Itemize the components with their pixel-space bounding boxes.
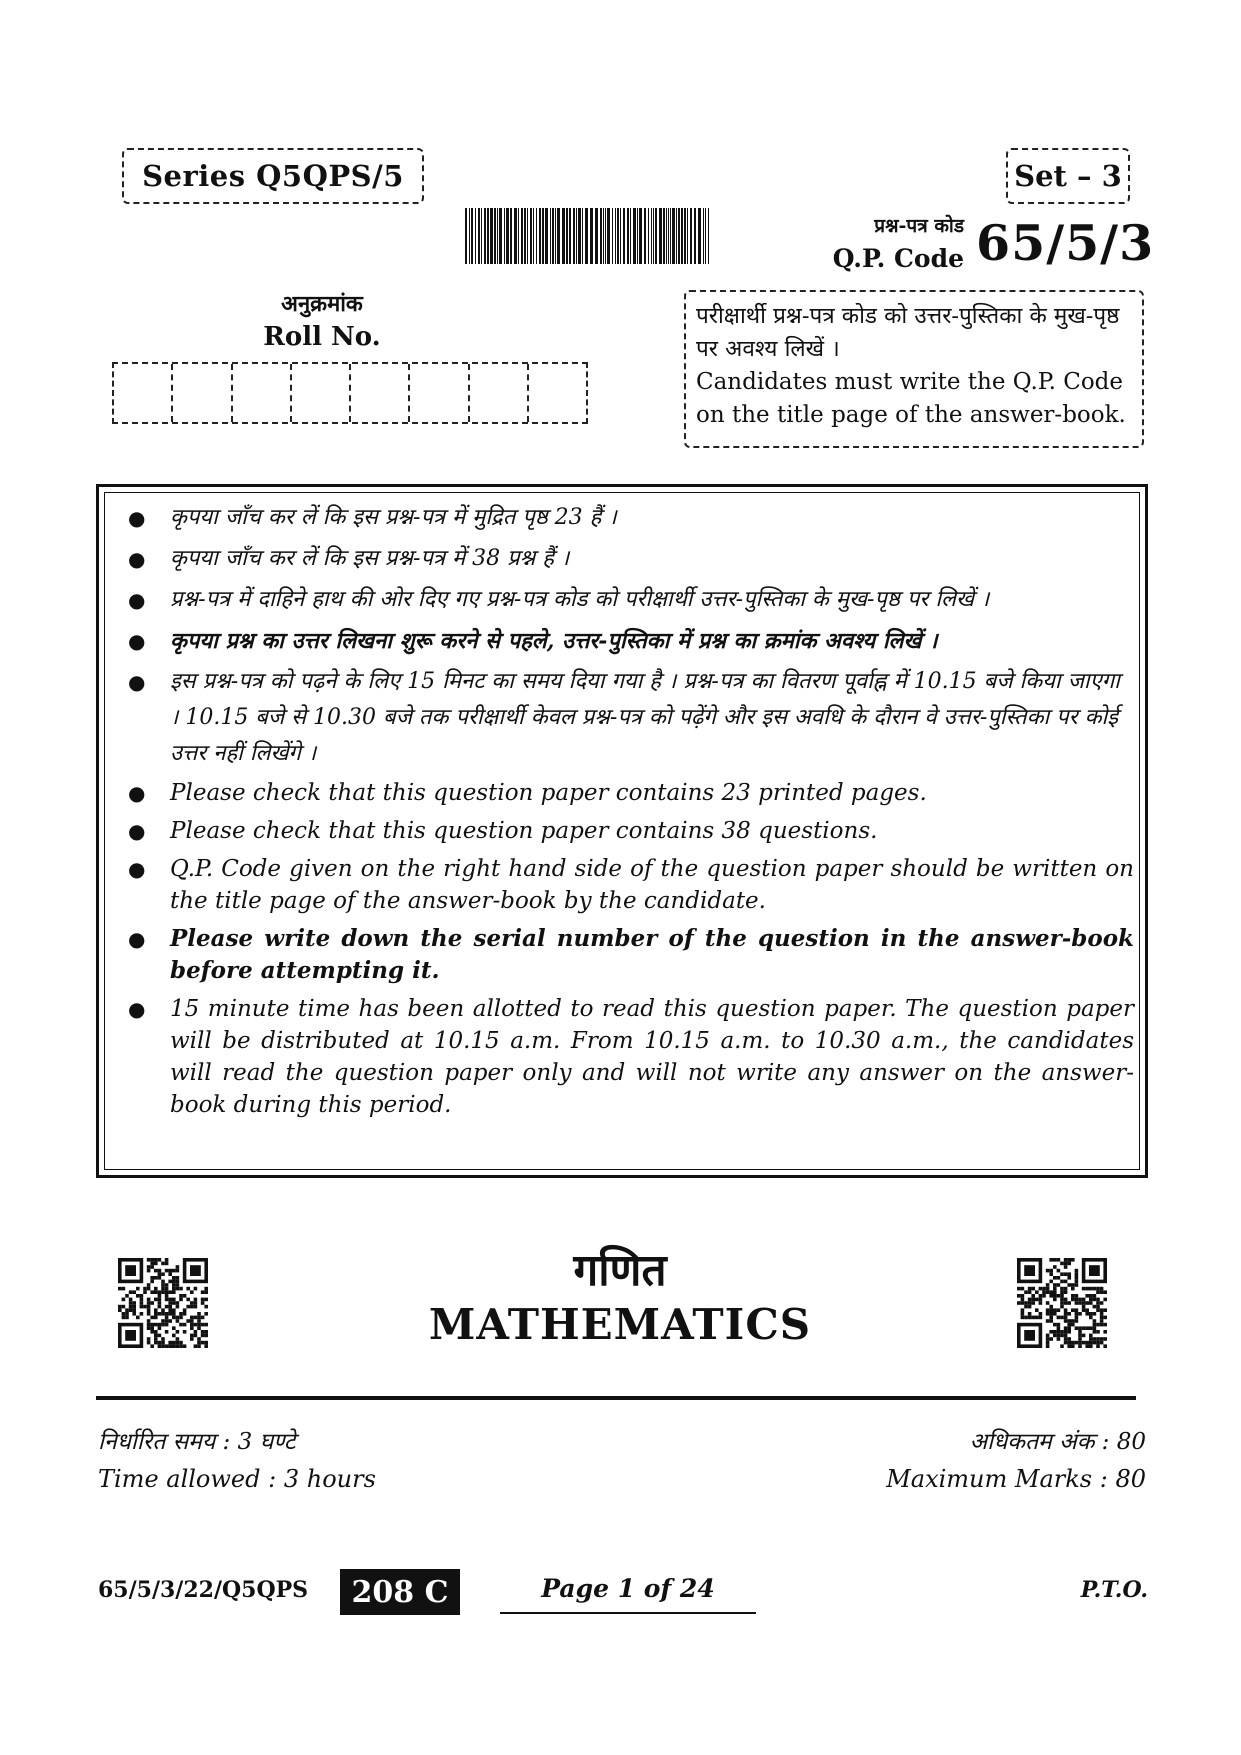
roll-number-label: Roll No. xyxy=(263,322,381,352)
instruction-text: इस प्रश्न-पत्र को पढ़ने के लिए 15 मिनट का समय दिया गया है । प्रश्न-पत्र का वितरण पूर्वाह्न में 10.15 बजे किया जाएगा । 10.15 बजे से 10.30 बजे तक परीक्षार्थी केवल प्रश्न-पत्र को पढ़ेंगे और इस अवधि के दौरान वे उत्तर-पुस्तिका पर कोई उत्तर नहीं लिखेंगे । xyxy=(170,669,1120,766)
instruction-text: 15 minute time has been allotted to read this question paper. The question paper will be distributed at 10.15 a.m. From 10.15 a.m. to 10.30 a.m., the candidates will read the question paper only and will not write any answer on the answer-book during this period. xyxy=(170,996,1134,1118)
instruction-text: कृपया जाँच कर लें कि इस प्रश्न-पत्र में मुद्रित पृष्ठ 23 हैं । xyxy=(170,505,617,530)
roll-number-box xyxy=(529,364,586,422)
qr-code-right xyxy=(1017,1258,1107,1348)
instruction-item xyxy=(126,664,1134,772)
bullet-icon: ● xyxy=(128,857,146,881)
qp-code-label: Q.P. Code xyxy=(832,244,964,273)
page-number: Page 1 of 24 xyxy=(541,1574,715,1603)
qp-code-value: 65/5/3 xyxy=(976,214,1155,272)
roll-number-box xyxy=(114,364,173,422)
instruction-item xyxy=(126,993,1134,1121)
candidate-note-hindi: परीक्षार्थी प्रश्न-पत्र कोड को उत्तर-पुस्तिका के मुख-पृष्ठ पर अवश्य लिखें । xyxy=(696,303,1120,362)
instruction-item xyxy=(126,815,1134,847)
bullet-icon: ● xyxy=(128,927,146,951)
instruction-item xyxy=(126,582,1134,618)
instruction-item xyxy=(126,541,1134,577)
instruction-item xyxy=(126,623,1134,659)
roll-number-box xyxy=(410,364,469,422)
bullet-icon: ● xyxy=(128,629,146,653)
bullet-icon: ● xyxy=(128,819,146,843)
instructions-list xyxy=(126,500,1134,1127)
maximum-marks: Maximum Marks : 80 xyxy=(886,1465,1146,1493)
instruction-text: Please write down the serial number of the question in the answer-book before attempting it. xyxy=(170,925,1134,984)
qp-code-label-hindi: प्रश्न-पत्र कोड xyxy=(874,215,964,237)
bullet-icon: ● xyxy=(128,997,146,1021)
bullet-icon: ● xyxy=(128,506,146,530)
bullet-icon: ● xyxy=(128,547,146,571)
footer-badge: 208 C xyxy=(340,1569,460,1615)
maximum-marks-hindi: अधिकतम अंक : 80 xyxy=(969,1429,1146,1455)
instruction-item xyxy=(126,777,1134,809)
footer-paper-code: 65/5/3/22/Q5QPS xyxy=(98,1577,309,1603)
roll-number-box xyxy=(292,364,351,422)
series-label: Series Q5QPS/5 xyxy=(122,148,424,204)
instruction-item xyxy=(126,500,1134,536)
please-turn-over: P.T.O. xyxy=(1080,1577,1148,1603)
set-label: Set – 3 xyxy=(1006,148,1130,204)
page-number-underline xyxy=(500,1612,756,1614)
roll-number-box xyxy=(233,364,292,422)
roll-number-box xyxy=(173,364,232,422)
instruction-text: प्रश्न-पत्र में दाहिने हाथ की ओर दिए गए प्रश्न-पत्र कोड को परीक्षार्थी उत्तर-पुस्तिका के मुख-पृष्ठ पर लिखें । xyxy=(170,587,990,612)
qr-code-left xyxy=(118,1258,208,1348)
instruction-item xyxy=(126,853,1134,917)
candidate-note-english: Candidates must write the Q.P. Code on the title page of the answer-book. xyxy=(696,369,1126,428)
time-allowed: Time allowed : 3 hours xyxy=(98,1465,376,1493)
instruction-item xyxy=(126,923,1134,987)
subject-title-hindi: गणित xyxy=(573,1245,667,1296)
candidate-note xyxy=(684,290,1144,448)
roll-number-box xyxy=(351,364,410,422)
instruction-text: कृपया प्रश्न का उत्तर लिखना शुरू करने से पहले, उत्तर-पुस्तिका में प्रश्न का क्रमांक अवश्य लिखें । xyxy=(170,628,938,654)
instruction-text: Please check that this question paper contains 38 questions. xyxy=(170,818,878,844)
time-allowed-hindi: निर्धारित समय : 3 घण्टे xyxy=(98,1429,296,1455)
bullet-icon: ● xyxy=(128,670,146,694)
instruction-text: कृपया जाँच कर लें कि इस प्रश्न-पत्र में 38 प्रश्न हैं । xyxy=(170,546,570,571)
barcode-image xyxy=(465,208,710,264)
subject-title: MATHEMATICS xyxy=(428,1300,812,1349)
roll-number-boxes xyxy=(112,362,588,424)
roll-number-label-hindi: अनुक्रमांक xyxy=(281,291,363,317)
bullet-icon: ● xyxy=(128,588,146,612)
divider xyxy=(96,1396,1136,1400)
instruction-text: Q.P. Code given on the right hand side of the question paper should be written on the title page of the answer-book by the candidate. xyxy=(170,856,1134,914)
instruction-text: Please check that this question paper contains 23 printed pages. xyxy=(170,780,927,806)
roll-number-box xyxy=(470,364,529,422)
bullet-icon: ● xyxy=(128,781,146,805)
